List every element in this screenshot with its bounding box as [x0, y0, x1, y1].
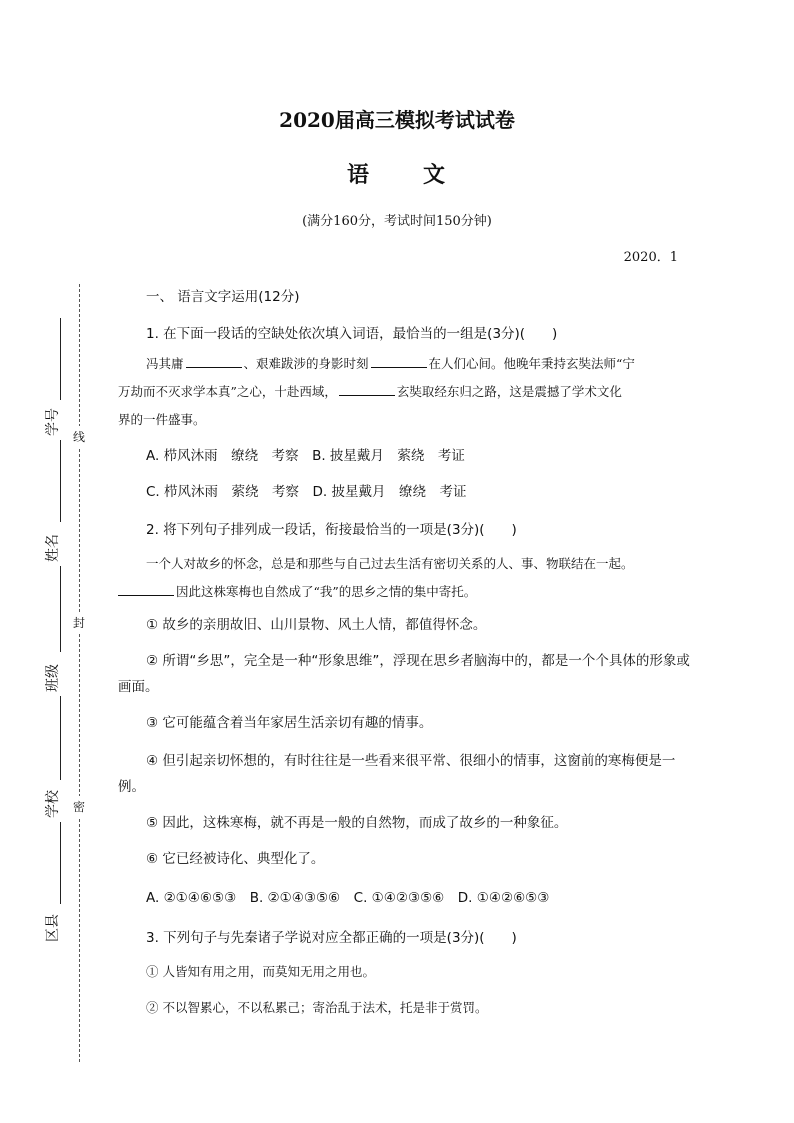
field-student-id-label: 学号 [45, 408, 61, 436]
q2-item-5: ⑤ 因此，这株寒梅，就不再是一般的自然物，而成了故乡的一种象征。 [146, 815, 568, 831]
q2-blank[interactable] [118, 583, 174, 596]
blank-2[interactable] [371, 355, 427, 368]
q2-stem: 2. 将下列句子排列成一段话，衔接最恰当的一项是(3分)( ) [146, 522, 517, 538]
blank-3[interactable] [339, 383, 395, 396]
q2-item-6: ⑥ 它已经被诗化、典型化了。 [146, 851, 325, 867]
q3-stem: 3. 下列句子与先秦诸子学说对应全都正确的一项是(3分)( ) [146, 930, 517, 946]
field-school-line [60, 696, 61, 780]
binding-word-line: 线 [73, 426, 85, 447]
field-class-line [60, 566, 61, 652]
q3-clause-2: ② 不以智累心，不以私累己；寄治乱于法术，托是非于赏罚。 [146, 1000, 488, 1015]
q2-passage-part-2: 因此这株寒梅也自然成了“我”的思乡之情的集中寄托。 [176, 584, 477, 599]
field-name-line [60, 440, 61, 522]
binding-word-secret: 密 [73, 796, 85, 817]
q1-passage-part-1: 冯其庸 [146, 356, 184, 371]
q2-item-1: ① 故乡的亲朋故旧、山川景物、风土人情，都值得怀念。 [146, 617, 487, 633]
subject-heading [0, 158, 794, 189]
blank-1[interactable] [186, 355, 242, 368]
q1-stem: 1. 在下面一段话的空缺处依次填入词语，最恰当的一组是(3分)( ) [146, 326, 558, 342]
field-student-id-line [60, 318, 61, 400]
q1-passage-part-6: 界的一件盛事。 [118, 412, 206, 427]
field-name-label: 姓名 [45, 534, 61, 562]
field-district [42, 914, 62, 942]
q2-options: A. ②①④⑥⑤③ B. ②①④③⑤⑥ C. ①④②③⑤⑥ D. ①④②⑥⑤③ [146, 890, 550, 906]
field-student-id [42, 408, 62, 436]
q2-item-3: ③ 它可能蕴含着当年家居生活亲切有趣的情事。 [146, 715, 433, 731]
q2-item-2: ② 所谓“乡思”，完全是一种“形象思维”，浮现在思乡者脑海中的，都是一个个具体的形象或画面。 [118, 653, 690, 695]
q1-passage-part-2: 、艰难跋涉的身影时刻 [243, 356, 369, 371]
q2-passage [118, 550, 688, 606]
field-school-label: 学校 [45, 790, 61, 818]
q1-passage-part-3: 在人们心间。他晚年秉持玄奘法师“宁 [428, 356, 635, 371]
binding-word-seal: 封 [73, 612, 85, 633]
field-class [42, 664, 62, 692]
subject-char-1: 语 [346, 162, 371, 188]
exam-date: 2020．1 [623, 250, 678, 265]
field-name [42, 534, 62, 562]
q1-passage-part-5: 玄奘取经东归之路，这是震撼了学术文化 [396, 384, 622, 399]
q3-clause-1: ① 人皆知有用之用，而莫知无用之用也。 [146, 964, 375, 979]
field-district-line [60, 822, 61, 904]
q2-passage-part-1: 一个人对故乡的怀念，总是和那些与自己过去生活有密切关系的人、事、物联结在一起。 [146, 556, 634, 571]
q1-options-cd: C. 栉风沐雨 萦绕 考察 D. 披星戴月 缭绕 考证 [146, 484, 467, 500]
exam-title: 2020届高三模拟考试试卷 [279, 108, 515, 132]
field-class-label: 班级 [45, 664, 61, 692]
exam-note: (满分160分，考试时间150分钟) [302, 214, 492, 229]
q1-passage-part-4: 万劫而不灭求学本真”之心，十赴西域， [118, 384, 337, 399]
subject-char-2: 文 [423, 162, 448, 188]
section-1-title: 一、 语言文字运用(12分) [146, 289, 300, 305]
field-school [42, 790, 62, 818]
q1-passage [118, 350, 688, 434]
field-district-label: 区县 [45, 914, 61, 942]
q1-options-ab: A. 栉风沐雨 缭绕 考察 B. 披星戴月 萦绕 考证 [146, 448, 465, 464]
q2-item-4: ④ 但引起亲切怀想的，有时往往是一些看来很平常、很细小的情事，这窗前的寒梅便是一例。 [118, 753, 676, 795]
binding-dashed-line [79, 284, 80, 1062]
